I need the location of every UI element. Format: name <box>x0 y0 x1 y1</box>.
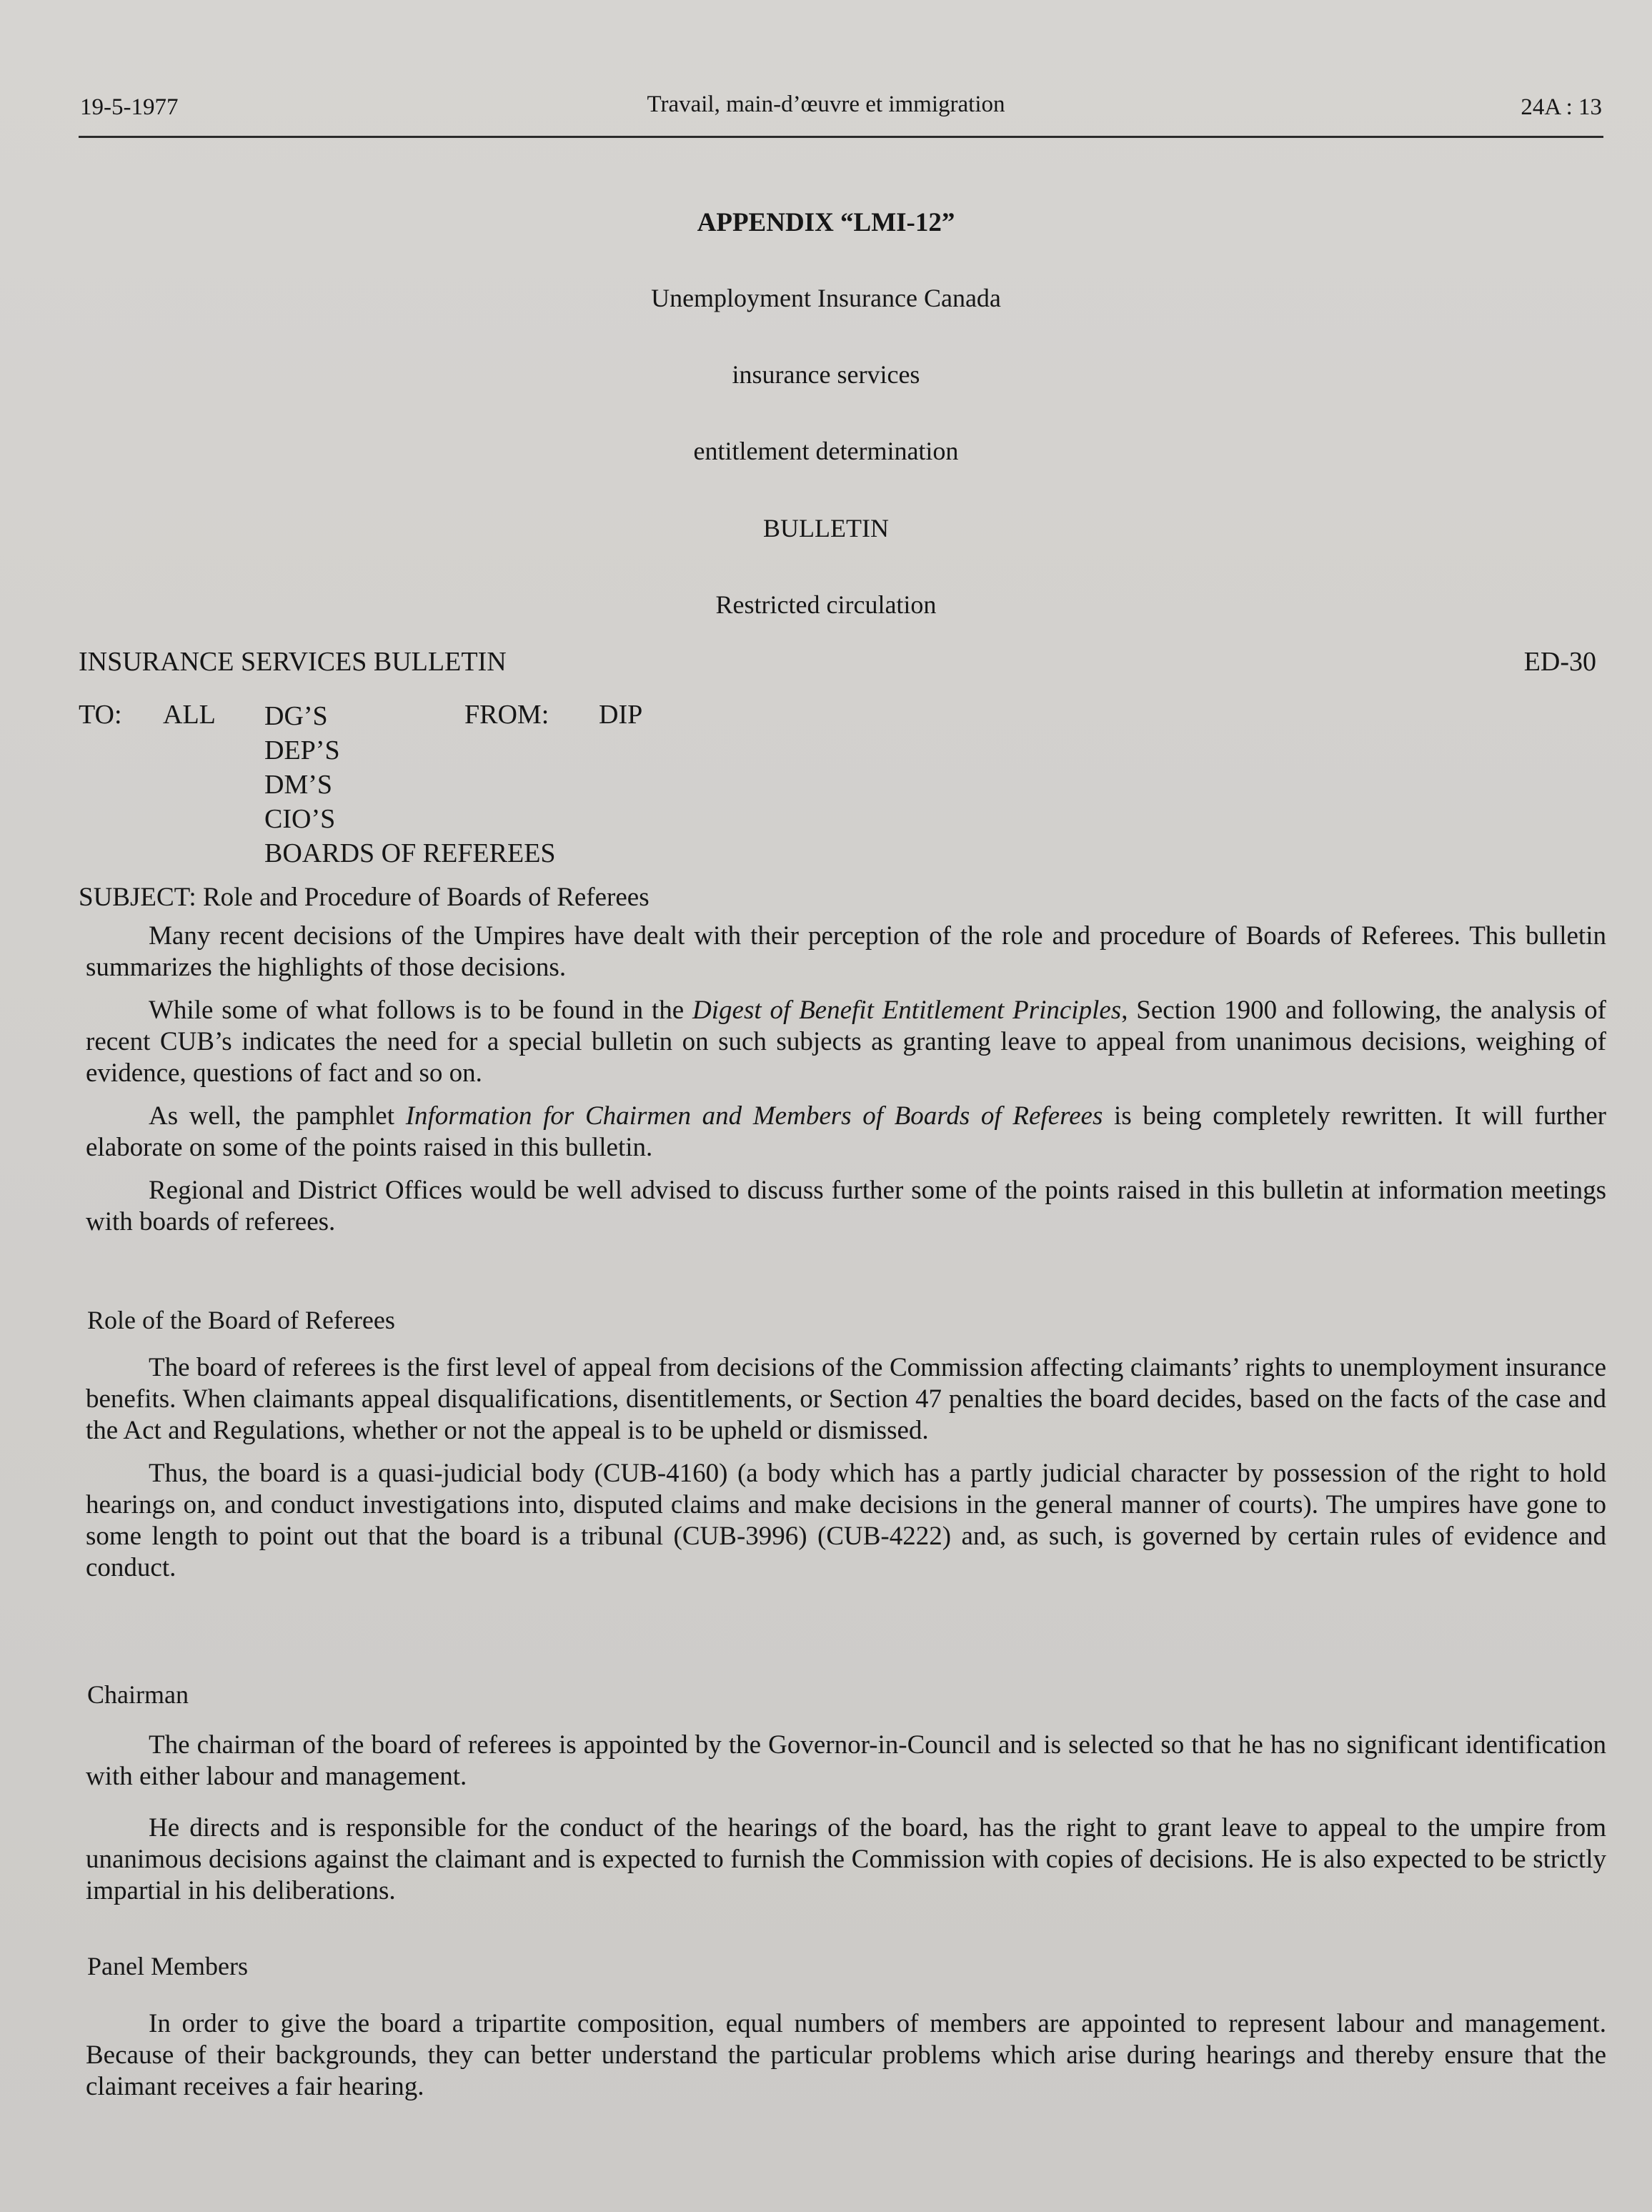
organization-name: Unemployment Insurance Canada <box>651 284 1001 312</box>
panel-section <box>86 2008 1606 2103</box>
subject-value: Role and Procedure of Boards of Referees <box>202 883 650 912</box>
role-section <box>86 1352 1606 1584</box>
chairman-section <box>86 1730 1606 1907</box>
recipient: DEP’S <box>264 735 340 765</box>
running-head-date: 19-5-1977 <box>80 94 179 120</box>
to-all: ALL <box>163 700 216 730</box>
panel-paragraph-1: In order to give the board a tripartite composition, equal numbers of members are appointed to represent labour and management. Because of their backgrounds, they can better understand the particular problems which arise during hearings and thereby ensure that the claimant receives a fair hearing. <box>86 2009 1606 2101</box>
circulation-note: Restricted circulation <box>715 590 937 619</box>
role-paragraph-1: The board of referees is the first level of appeal from decisions of the Commission affecting claimants’ rights to unemployment insurance benefits. When claimants appeal disqualifications, disentitlements, or Section 47 penalties the board decides, based on the facts of the case and the Act and Regulations, whether or not the appeal is to be upheld or dismissed. <box>86 1353 1606 1445</box>
header-rule <box>79 136 1603 138</box>
intro-paragraph-2: While some of what follows is to be found in the Digest of Benefit Entitlement Principles, Section 1900 and following, the analysis of recent CUB’s indicates the need for a special bulletin on such subjects as granting leave to appeal from unanimous decisions, weighing of evidence, questions of fact and so on. <box>86 996 1606 1088</box>
recipient: BOARDS OF REFEREES <box>264 838 556 868</box>
to-label: TO: <box>79 700 122 730</box>
recipient: DM’S <box>264 770 333 800</box>
recipient: CIO’S <box>264 804 336 834</box>
appendix-title: APPENDIX “LMI-12” <box>697 208 955 237</box>
running-head-title: Travail, main-d’œuvre et immigration <box>647 91 1005 117</box>
chairman-paragraph-1: The chairman of the board of referees is appointed by the Governor-in-Council and is selected so that he has no significant identification with either labour and management. <box>86 1730 1606 1791</box>
bulletin-code: ED-30 <box>1523 647 1596 677</box>
running-head-page: 24A : 13 <box>1521 94 1602 120</box>
bulletin-word: BULLETIN <box>763 514 889 542</box>
from-value: DIP <box>599 700 643 730</box>
intro-paragraph-3: As well, the pamphlet Information for Chairmen and Members of Boards of Referees is being completely rewritten. It will further elaborate on some of the points raised in this bulletin. <box>86 1101 1607 1162</box>
section-heading-panel: Panel Members <box>87 1952 248 1980</box>
role-paragraph-2: Thus, the board is a quasi-judicial body (CUB-4160) (a body which has a partly judicial character by possession of the right to hold hearings on, and conduct investigations into, disputed claims and make decisions in the general manner of courts). The umpires have gone to some length to point out that the board is a tribunal (CUB-3996) (CUB-4222) and, as such, is governed by certain rules of evidence and conduct. <box>86 1459 1606 1582</box>
division-name: entitlement determination <box>693 437 959 465</box>
subject-line <box>79 882 650 913</box>
bulletin-name: INSURANCE SERVICES BULLETIN <box>79 647 507 677</box>
section-heading-chairman: Chairman <box>87 1680 189 1709</box>
intro-section <box>86 921 1606 1238</box>
intro-paragraph-1: Many recent decisions of the Umpires have dealt with their perception of the role and procedure of Boards of Referees. This bulletin summarizes the highlights of those decisions. <box>86 921 1606 982</box>
recipient: DG’S <box>264 701 328 731</box>
from-label: FROM: <box>464 700 549 730</box>
section-heading-role: Role of the Board of Referees <box>87 1306 395 1334</box>
subject-label: SUBJECT: <box>79 883 196 912</box>
pamphlet-title: Information for Chairmen and Members of Boards of Referees <box>405 1101 1103 1131</box>
digest-title: Digest of Benefit Entitlement Principles <box>692 996 1122 1025</box>
chairman-paragraph-2: He directs and is responsible for the conduct of the hearings of the board, has the right to grant leave to appeal to the umpire from unanimous decisions against the claimant and is expected to furnish the Commission with copies of decisions. He is also expected to be strictly impartial in his deliberations. <box>86 1813 1606 1905</box>
intro-paragraph-4: Regional and District Offices would be well advised to discuss further some of the points raised in this bulletin at information meetings with boards of referees. <box>86 1176 1606 1236</box>
department-name: insurance services <box>732 360 920 389</box>
